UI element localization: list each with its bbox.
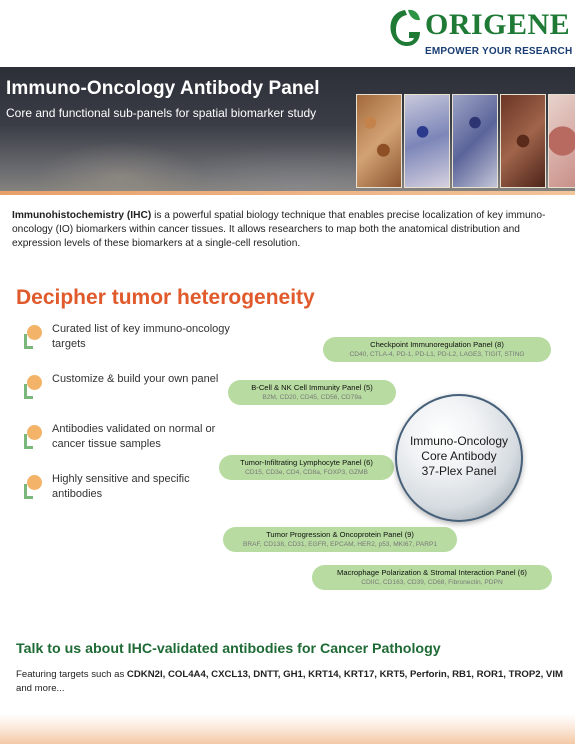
core-panel-label [395,434,523,479]
core-line-2: Core Antibody [421,449,497,463]
panel-title: B-Cell & NK Cell Immunity Panel (5) [251,383,373,392]
ihc-tissue-image [356,94,402,188]
panel-targets: CDIIC, CD163, CD39, CD68, Fibronectin, PDPN [361,579,503,586]
panel-title: Macrophage Polarization & Stromal Interaction Panel (6) [337,568,527,577]
featuring-prefix: Featuring targets such as [16,669,127,680]
panel-targets: B2M, CD20, CD45, CD56, CD79a [262,394,362,401]
bullet-dot-icon [24,375,44,401]
list-item-text: Highly sensitive and specific antibodies [52,473,190,500]
featuring-targets [16,668,564,696]
banner-accent-line [0,191,575,195]
bullet-dot-icon [24,325,44,351]
ihc-tissue-image [548,94,575,188]
intro-text: is a powerful spatial biology technique that enables precise localization of key immuno-oncology (IO) biomarkers within cancer tissues. It allows researchers to map both the anatomical distribution and expression levels of these biomarkers at a single-cell resolution. [12,210,546,249]
panel-targets: CD15, CD3e, CD4, CD8a, FOXP3, GZMB [245,469,368,476]
bullet-dot-icon [24,425,44,451]
ihc-image-strip [354,92,575,192]
panel-bcell-nk [228,380,396,405]
panel-targets: CD40, CTLA-4, PD-1, PD-L1, PD-L2, LAGE3, TIGIT, STING [349,351,525,358]
panel-title: Tumor-Infiltrating Lymphocyte Panel (6) [240,458,373,467]
banner-title: Immuno-Oncology Antibody Panel [6,78,320,99]
list-item-text: Customize & build your own panel [52,373,219,385]
ihc-tissue-image [500,94,546,188]
hero-banner [0,67,575,195]
section-heading: Decipher tumor heterogeneity [16,286,315,309]
intro-paragraph [12,209,564,250]
bullet-dot-icon [24,475,44,501]
ihc-tissue-image [404,94,450,188]
core-panel-sphere [395,394,523,522]
featuring-suffix: and more... [16,683,65,694]
list-item-text: Curated list of key immuno-oncology targets [52,323,230,350]
core-line-1: Immuno-Oncology [409,434,509,448]
panel-til [219,455,394,480]
featuring-target-list: CDKN2I, COL4A4, CXCL13, DNTT, GH1, KRT14, KRT17, KRT5, Perforin, RB1, ROR1, TROP2, VIM [126,669,563,680]
list-item-text: Antibodies validated on normal or cancer tissue samples [52,423,216,450]
panel-targets: BRAF, CD138, CD31, EGFR, EPCAM, HER2, p53, MKI67, PARP1 [242,541,438,548]
brand-name: ORIGENE [425,8,571,41]
footer-band [0,714,575,744]
core-line-3: 37-Plex Panel [421,464,497,478]
banner-subtitle: Core and functional sub-panels for spatial biomarker study [6,106,317,120]
panel-checkpoint [323,337,551,362]
ihc-tissue-image [452,94,498,188]
panel-macrophage [312,565,552,590]
brand-tagline: EMPOWER YOUR RESEARCH [425,46,573,57]
panel-title: Tumor Progression & Oncoprotein Panel (9) [266,530,414,539]
panel-title: Checkpoint Immunoregulation Panel (8) [370,340,504,349]
panel-tumor-progression [223,527,457,552]
intro-term: Immunohistochemistry (IHC) [12,210,152,221]
origene-logo [387,6,573,62]
origene-leaf-icon [387,8,423,48]
talk-heading: Talk to us about IHC-validated antibodies for Cancer Pathology [16,641,441,657]
